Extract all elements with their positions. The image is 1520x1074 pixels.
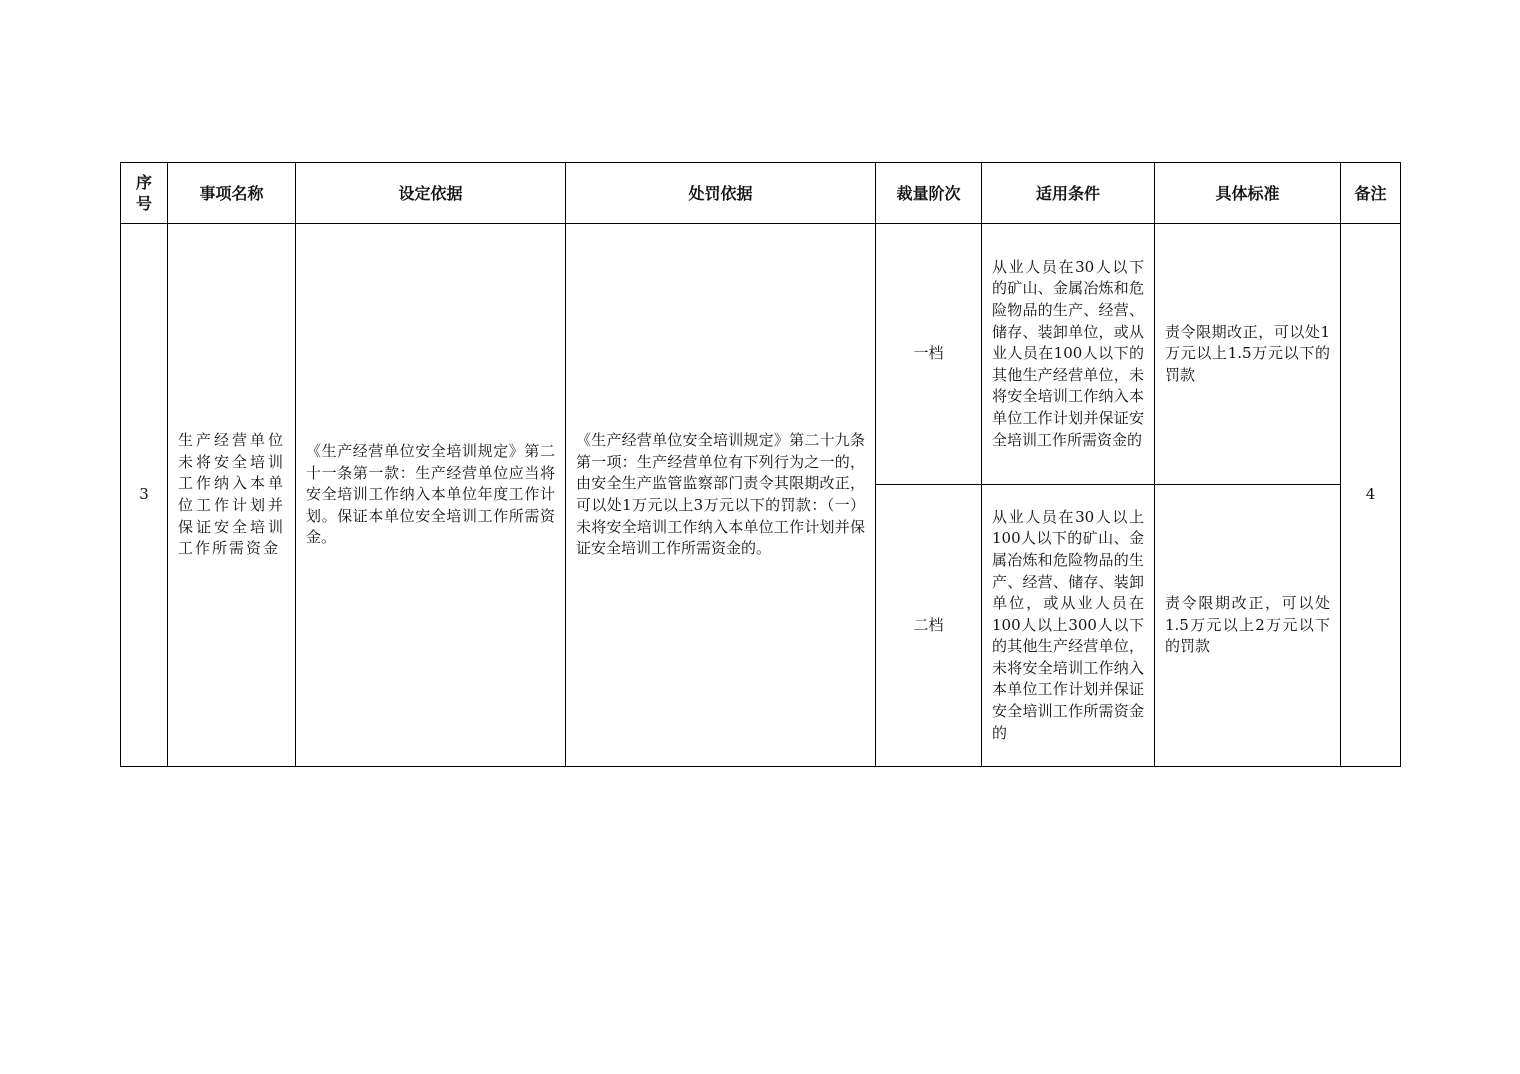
header-remark: 备注	[1341, 163, 1401, 224]
cell-remark: 4	[1341, 224, 1401, 767]
cell-level-tier-1: 一档	[876, 224, 982, 485]
header-row	[121, 163, 1401, 224]
header-basis-penalty: 处罚依据	[566, 163, 876, 224]
data-row-tier-1	[121, 224, 1401, 485]
header-standard: 具体标准	[1155, 163, 1341, 224]
cell-basis-set: 《生产经营单位安全培训规定》第二十一条第一款：生产经营单位应当将安全培训工作纳入本单位年度工作计划。保证本单位安全培训工作所需资金。	[296, 224, 566, 767]
cell-standard-tier-1: 责令限期改正，可以处1万元以上1.5万元以下的罚款	[1155, 224, 1341, 485]
cell-basis-penalty: 《生产经营单位安全培训规定》第二十九条第一项：生产经营单位有下列行为之一的，由安全生产监管监察部门责令其限期改正，可以处1万元以上3万元以下的罚款：（一）未将安全培训工作纳入本单位工作计划并保证安全培训工作所需资金的。	[566, 224, 876, 767]
cell-standard-tier-2: 责令限期改正，可以处1.5万元以上2万元以下的罚款	[1155, 485, 1341, 767]
cell-seq: 3	[121, 224, 168, 767]
cell-level-tier-2: 二档	[876, 485, 982, 767]
penalty-discretion-table	[120, 162, 1401, 767]
cell-condition-tier-1: 从业人员在30人以下的矿山、金属冶炼和危险物品的生产、经营、储存、装卸单位，或从业人员在100人以下的其他生产经营单位，未将安全培训工作纳入本单位工作计划并保证安全培训工作所需资金的	[982, 224, 1155, 485]
header-condition: 适用条件	[982, 163, 1155, 224]
header-item-name: 事项名称	[168, 163, 296, 224]
cell-condition-tier-2: 从业人员在30人以上100人以下的矿山、金属冶炼和危险物品的生产、经营、储存、装卸单位，或从业人员在100人以上300人以下的其他生产经营单位，未将安全培训工作纳入本单位工作计划并保证安全培训工作所需资金的	[982, 485, 1155, 767]
header-basis-set: 设定依据	[296, 163, 566, 224]
header-seq: 序号	[121, 163, 168, 224]
cell-item-name: 生产经营单位未将安全培训工作纳入本单位工作计划并保证安全培训工作所需资金	[168, 224, 296, 767]
header-level: 裁量阶次	[876, 163, 982, 224]
